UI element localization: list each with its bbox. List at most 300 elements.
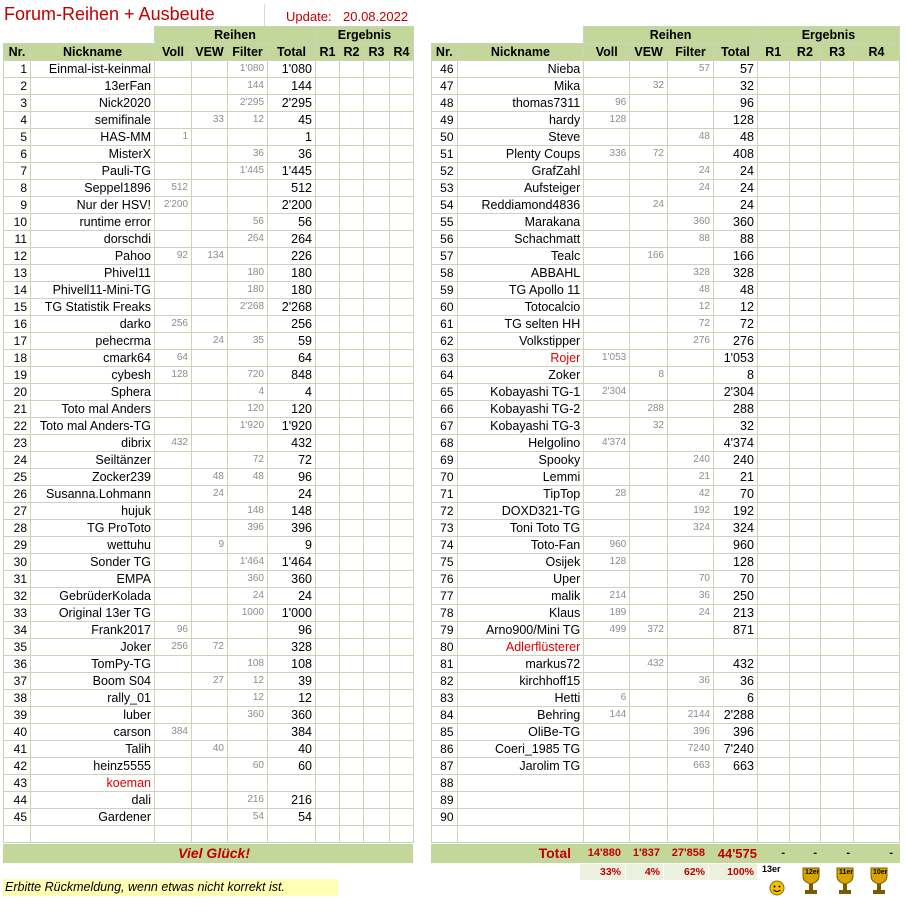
total-cell: 512: [268, 180, 316, 197]
nickname-cell: Coeri_1985 TG: [457, 741, 584, 758]
nr-header: Nr.: [4, 44, 31, 61]
filter-cell: 1'445: [228, 163, 268, 180]
row-number: 27: [4, 503, 31, 520]
r1-cell: [316, 605, 340, 622]
voll-cell: [584, 282, 630, 299]
nickname-cell: Pauli-TG: [31, 163, 155, 180]
filter-cell: 148: [228, 503, 268, 520]
r3-cell: [821, 435, 854, 452]
nickname-cell: Susanna.Lohmann: [31, 486, 155, 503]
filter-cell: [668, 95, 714, 112]
voll-cell: [155, 809, 192, 826]
vew-cell: [192, 61, 228, 78]
total-cell: 24: [713, 163, 757, 180]
filter-cell: [668, 367, 714, 384]
row-number: 90: [432, 809, 458, 826]
r4-cell: [853, 724, 899, 741]
nickname-cell: malik: [457, 588, 584, 605]
row-number: 50: [432, 129, 458, 146]
row-number: 21: [4, 401, 31, 418]
r3-cell: [364, 554, 390, 571]
voll-cell: [155, 282, 192, 299]
nickname-header: Nickname: [31, 44, 155, 61]
r4-cell: [853, 265, 899, 282]
voll-cell: [155, 401, 192, 418]
filter-cell: [228, 316, 268, 333]
total-cell: 148: [268, 503, 316, 520]
total-cell: 54: [268, 809, 316, 826]
nickname-cell: Kobayashi TG-1: [457, 384, 584, 401]
r2-cell: [789, 537, 821, 554]
row-number: 57: [432, 248, 458, 265]
r1-cell: [757, 180, 789, 197]
r4-cell: [853, 588, 899, 605]
vew-cell: [192, 435, 228, 452]
reihen-header: Reihen: [155, 27, 316, 44]
r4-cell: [390, 418, 414, 435]
total-cell: 36: [713, 673, 757, 690]
update-date: 20.08.2022: [343, 9, 409, 24]
vew-cell: [192, 401, 228, 418]
r4-cell: [390, 520, 414, 537]
r1-cell: [316, 112, 340, 129]
r2-cell: [340, 401, 364, 418]
r3-cell: [821, 248, 854, 265]
table-row: [432, 384, 900, 401]
nickname-cell: koeman: [31, 775, 155, 792]
r2-cell: [340, 248, 364, 265]
r4-cell: [390, 452, 414, 469]
r2-cell: [340, 758, 364, 775]
r4-cell: [853, 486, 899, 503]
row-number: 5: [4, 129, 31, 146]
vew-cell: [630, 282, 668, 299]
total-cell: 360: [713, 214, 757, 231]
nickname-cell: DOXD321-TG: [457, 503, 584, 520]
r1-cell: [757, 95, 789, 112]
r4-cell: [390, 622, 414, 639]
r1-cell: [316, 503, 340, 520]
r2-cell: [340, 520, 364, 537]
r1-cell: [316, 588, 340, 605]
row-number: 86: [432, 741, 458, 758]
total-cell: [713, 792, 757, 809]
table-row: [4, 78, 414, 95]
nickname-cell: Zoker: [457, 367, 584, 384]
table-row: [4, 61, 414, 78]
r3-cell: [821, 282, 854, 299]
r2-cell: [340, 282, 364, 299]
nickname-cell: OliBe-TG: [457, 724, 584, 741]
filter-cell: [668, 622, 714, 639]
r1-cell: [316, 435, 340, 452]
voll-cell: [584, 775, 630, 792]
sum-filter: 27'858: [671, 847, 705, 859]
total-cell: 226: [268, 248, 316, 265]
voll-cell: [584, 571, 630, 588]
r1-cell: [757, 809, 789, 826]
r3-cell: [364, 418, 390, 435]
r4-cell: [390, 197, 414, 214]
total-cell: 1'464: [268, 554, 316, 571]
voll-cell: [584, 129, 630, 146]
r3-cell: [821, 605, 854, 622]
nickname-cell: Arno900/Mini TG: [457, 622, 584, 639]
table-row: [4, 401, 414, 418]
table-row: [432, 758, 900, 775]
filter-cell: 35: [228, 333, 268, 350]
r2-cell: [789, 503, 821, 520]
row-number: 11: [4, 231, 31, 248]
table-row: [432, 231, 900, 248]
r1-cell: [757, 350, 789, 367]
voll-cell: 128: [584, 554, 630, 571]
r3-cell: [364, 146, 390, 163]
r2-cell: [789, 231, 821, 248]
row-number: 23: [4, 435, 31, 452]
table-row: [432, 112, 900, 129]
r4-cell: [390, 809, 414, 826]
table-row: [432, 520, 900, 537]
nickname-cell: Spooky: [457, 452, 584, 469]
total-cell: 24: [713, 180, 757, 197]
r3-cell: [364, 690, 390, 707]
row-number: 26: [4, 486, 31, 503]
voll-cell: [584, 418, 630, 435]
r2-cell: [789, 180, 821, 197]
filter-cell: 396: [668, 724, 714, 741]
vew-cell: 24: [630, 197, 668, 214]
table-row: [432, 656, 900, 673]
r2-cell: [340, 112, 364, 129]
r2-cell: [789, 333, 821, 350]
blank-cell: [390, 826, 414, 843]
table-row: [4, 571, 414, 588]
filter-cell: 360: [668, 214, 714, 231]
row-number: 22: [4, 418, 31, 435]
table-row: [4, 486, 414, 503]
r3-cell: [821, 95, 854, 112]
filter-header: Filter: [228, 44, 268, 61]
vew-cell: [630, 741, 668, 758]
table-row: [4, 588, 414, 605]
r3-cell: [821, 401, 854, 418]
nickname-cell: Klaus: [457, 605, 584, 622]
r1-cell: [757, 265, 789, 282]
r1-cell: [316, 78, 340, 95]
r4-cell: [390, 741, 414, 758]
filter-cell: 24: [228, 588, 268, 605]
trophy-13er-icon: 13er: [762, 864, 792, 898]
total-cell: 8: [713, 367, 757, 384]
r2-cell: [340, 707, 364, 724]
total-cell: 1'080: [268, 61, 316, 78]
r2-cell: [789, 95, 821, 112]
nickname-cell: darko: [31, 316, 155, 333]
table-row: [432, 605, 900, 622]
r3-cell: [821, 707, 854, 724]
r2-cell: [789, 605, 821, 622]
row-number: 20: [4, 384, 31, 401]
filter-cell: 12: [228, 673, 268, 690]
r4-cell: [390, 707, 414, 724]
r4-cell: [853, 707, 899, 724]
total-cell: 216: [268, 792, 316, 809]
r4-cell: [390, 299, 414, 316]
r3-cell: [364, 537, 390, 554]
r1-cell: [316, 95, 340, 112]
sum-r4: -: [889, 847, 893, 859]
nickname-cell: Sphera: [31, 384, 155, 401]
blank-header: [432, 27, 584, 44]
filter-cell: 180: [228, 282, 268, 299]
row-number: 29: [4, 537, 31, 554]
r2-cell: [789, 248, 821, 265]
nickname-cell: Seppel1896: [31, 180, 155, 197]
r2-cell: [789, 163, 821, 180]
nickname-cell: Aufsteiger: [457, 180, 584, 197]
r2-cell: [340, 350, 364, 367]
r4-cell: [853, 809, 899, 826]
r4-cell: [853, 61, 899, 78]
r1-cell: [757, 163, 789, 180]
vew-cell: [630, 775, 668, 792]
r4-cell: [853, 469, 899, 486]
r3-cell: [821, 384, 854, 401]
voll-cell: [584, 639, 630, 656]
voll-cell: [155, 299, 192, 316]
filter-cell: [228, 129, 268, 146]
nickname-cell: Reddiamond4836: [457, 197, 584, 214]
voll-cell: 256: [155, 639, 192, 656]
r4-cell: [853, 367, 899, 384]
row-number: 58: [432, 265, 458, 282]
r2-cell: [789, 112, 821, 129]
vew-cell: [630, 469, 668, 486]
voll-cell: [155, 741, 192, 758]
table-row: [4, 435, 414, 452]
total-header: Total: [713, 44, 757, 61]
r4-cell: [390, 554, 414, 571]
sum-r1: -: [781, 847, 785, 859]
r1-cell: [757, 537, 789, 554]
table-row: [432, 588, 900, 605]
r4-cell: [853, 163, 899, 180]
nickname-cell: luber: [31, 707, 155, 724]
filter-cell: 1'464: [228, 554, 268, 571]
r4-cell: [390, 214, 414, 231]
row-number: 19: [4, 367, 31, 384]
vew-cell: [630, 180, 668, 197]
r1-cell: [757, 384, 789, 401]
filter-cell: 360: [228, 571, 268, 588]
r4-cell: [390, 469, 414, 486]
total-cell: 12: [713, 299, 757, 316]
r4-cell: [390, 588, 414, 605]
r3-cell: [821, 690, 854, 707]
total-cell: 871: [713, 622, 757, 639]
table-row: [4, 129, 414, 146]
row-number: 8: [4, 180, 31, 197]
r3-cell: [821, 78, 854, 95]
r2-cell: [340, 231, 364, 248]
vew-cell: 32: [630, 78, 668, 95]
vew-header: VEW: [192, 44, 228, 61]
nickname-cell: pehecrma: [31, 333, 155, 350]
vew-cell: 72: [192, 639, 228, 656]
r4-header: R4: [853, 44, 899, 61]
row-number: 84: [432, 707, 458, 724]
voll-cell: [584, 452, 630, 469]
filter-cell: 12: [228, 112, 268, 129]
voll-cell: 64: [155, 350, 192, 367]
filter-cell: 48: [228, 469, 268, 486]
filter-cell: [668, 197, 714, 214]
vew-cell: [192, 707, 228, 724]
filter-cell: [668, 350, 714, 367]
r3-cell: [364, 809, 390, 826]
r1-cell: [757, 503, 789, 520]
total-cell: 128: [713, 554, 757, 571]
row-number: 9: [4, 197, 31, 214]
r4-cell: [390, 571, 414, 588]
voll-cell: 1: [155, 129, 192, 146]
voll-cell: [584, 520, 630, 537]
filter-cell: 36: [668, 588, 714, 605]
r4-cell: [853, 673, 899, 690]
vew-cell: [630, 452, 668, 469]
r2-cell: [789, 673, 821, 690]
total-cell: 96: [268, 469, 316, 486]
r3-cell: [364, 299, 390, 316]
row-number: 70: [432, 469, 458, 486]
row-number: 39: [4, 707, 31, 724]
table-row: [432, 469, 900, 486]
r1-cell: [757, 401, 789, 418]
r3-cell: [821, 163, 854, 180]
r2-header: R2: [789, 44, 821, 61]
vew-cell: [630, 809, 668, 826]
row-number: 78: [432, 605, 458, 622]
blank-row: [4, 826, 414, 843]
vew-cell: [192, 299, 228, 316]
r3-cell: [364, 401, 390, 418]
row-number: 17: [4, 333, 31, 350]
ergebnis-header: Ergebnis: [316, 27, 414, 44]
voll-cell: [155, 656, 192, 673]
vew-cell: [192, 724, 228, 741]
total-cell: 180: [268, 282, 316, 299]
filter-cell: 2'268: [228, 299, 268, 316]
r1-cell: [316, 741, 340, 758]
filter-cell: [228, 622, 268, 639]
nickname-cell: TomPy-TG: [31, 656, 155, 673]
r2-cell: [789, 78, 821, 95]
r4-cell: [853, 197, 899, 214]
row-number: 79: [432, 622, 458, 639]
r4-cell: [853, 503, 899, 520]
filter-cell: 57: [668, 61, 714, 78]
r2-cell: [789, 554, 821, 571]
voll-cell: [155, 792, 192, 809]
table-row: [432, 316, 900, 333]
nickname-cell: dali: [31, 792, 155, 809]
vew-cell: [630, 503, 668, 520]
vew-cell: [192, 656, 228, 673]
voll-cell: [155, 690, 192, 707]
row-number: 4: [4, 112, 31, 129]
total-cell: 328: [268, 639, 316, 656]
row-number: 2: [4, 78, 31, 95]
r4-cell: [853, 282, 899, 299]
good-luck-bar: [3, 844, 413, 863]
r3-cell: [364, 758, 390, 775]
blank-cell: [457, 826, 584, 843]
r1-cell: [757, 656, 789, 673]
r4-cell: [390, 435, 414, 452]
r3-cell: [821, 622, 854, 639]
total-cell: 64: [268, 350, 316, 367]
filter-cell: 180: [228, 265, 268, 282]
nickname-cell: Lemmi: [457, 469, 584, 486]
voll-cell: [584, 214, 630, 231]
row-number: 63: [432, 350, 458, 367]
r2-cell: [789, 401, 821, 418]
r2-cell: [340, 469, 364, 486]
row-number: 13: [4, 265, 31, 282]
row-number: 67: [432, 418, 458, 435]
r1-cell: [316, 469, 340, 486]
r3-cell: [364, 248, 390, 265]
total-cell: 59: [268, 333, 316, 350]
table-row: [432, 282, 900, 299]
r3-cell: [821, 265, 854, 282]
page-title: Forum-Reihen + Ausbeute: [4, 4, 215, 24]
nickname-cell: Nur der HSV!: [31, 197, 155, 214]
filter-cell: [668, 792, 714, 809]
divider: [264, 4, 265, 26]
voll-cell: 336: [584, 146, 630, 163]
table-row: [4, 384, 414, 401]
r2-cell: [789, 792, 821, 809]
r2-cell: [789, 469, 821, 486]
r1-cell: [757, 333, 789, 350]
vew-cell: [192, 418, 228, 435]
sum-voll: 14'880: [587, 847, 621, 859]
r4-cell: [853, 452, 899, 469]
total-cell: 4'374: [713, 435, 757, 452]
r2-cell: [340, 316, 364, 333]
r3-cell: [364, 265, 390, 282]
row-number: 28: [4, 520, 31, 537]
nickname-cell: Kobayashi TG-2: [457, 401, 584, 418]
r3-cell: [364, 197, 390, 214]
vew-cell: [630, 486, 668, 503]
nickname-cell: cmark64: [31, 350, 155, 367]
r3-cell: [364, 231, 390, 248]
total-cell: 24: [268, 486, 316, 503]
r3-cell: [821, 61, 854, 78]
total-cell: 276: [713, 333, 757, 350]
r4-cell: [853, 435, 899, 452]
voll-cell: 6: [584, 690, 630, 707]
r4-cell: [390, 605, 414, 622]
row-number: 74: [432, 537, 458, 554]
nickname-cell: hujuk: [31, 503, 155, 520]
r2-cell: [340, 605, 364, 622]
filter-cell: [228, 741, 268, 758]
r3-cell: [821, 520, 854, 537]
